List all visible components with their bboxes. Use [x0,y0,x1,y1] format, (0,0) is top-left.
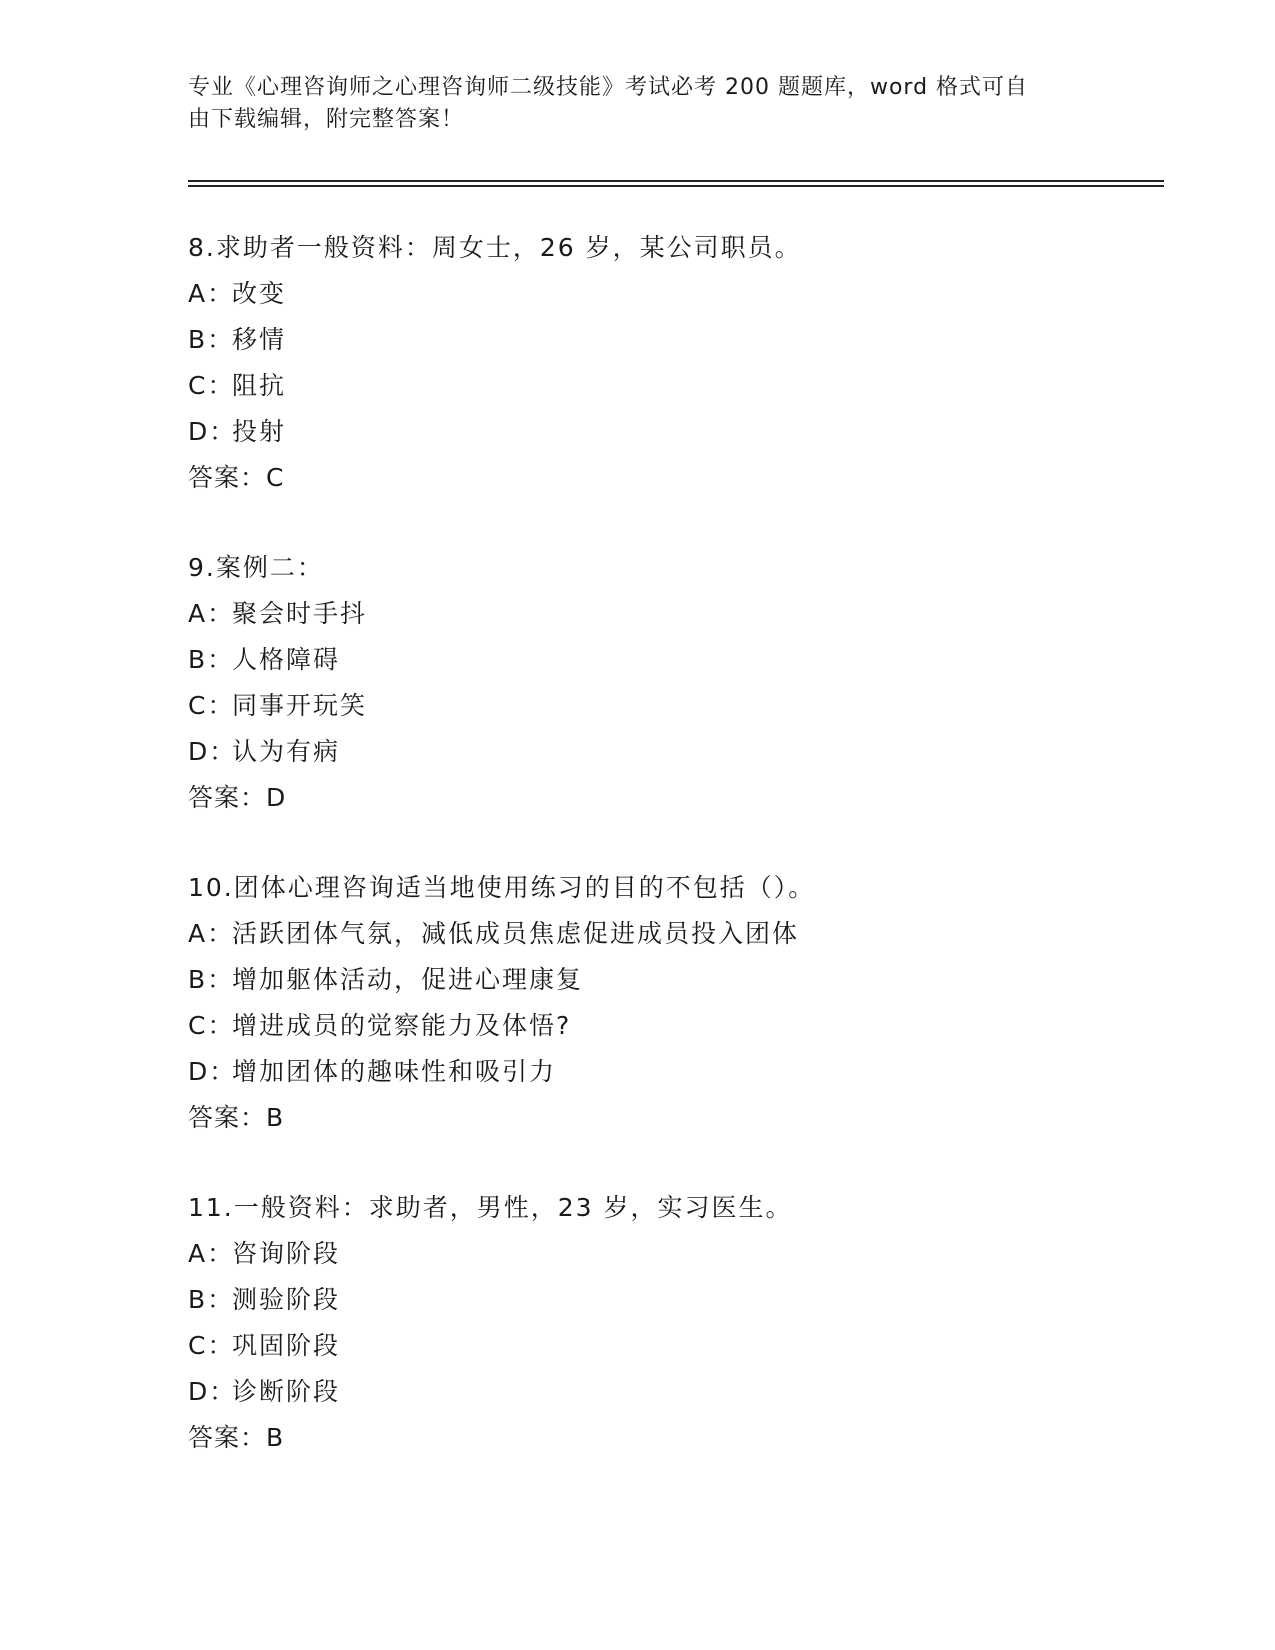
option-text: 活跃团体气氛，减低成员焦虑促进成员投入团体 [232,919,800,948]
option-d [188,1369,1148,1415]
option-text: 巩固阶段 [232,1331,341,1360]
question-item [188,545,1148,821]
option-c [188,1323,1148,1369]
option-text: 增加团体的趣味性和吸引力 [232,1057,557,1086]
question-item [188,865,1148,1141]
option-text: 投射 [232,417,287,446]
option-b [188,637,1148,683]
option-text: 诊断阶段 [232,1377,341,1406]
option-text: 认为有病 [232,737,341,766]
answer-line: 答案：B [188,1423,285,1452]
option-letter: B： [188,1285,235,1314]
option-letter: D： [188,737,237,766]
option-letter: A： [188,1239,235,1268]
option-letter: D： [188,417,237,446]
option-letter: A： [188,919,235,948]
option-letter: C： [188,1331,235,1360]
option-d [188,409,1148,455]
option-text: 阻抗 [232,371,287,400]
option-letter: B： [188,645,235,674]
option-letter: C： [188,691,235,720]
answer-line: 答案：B [188,1103,285,1132]
option-c [188,683,1148,729]
option-letter: B： [188,965,235,994]
option-b [188,957,1148,1003]
option-b [188,317,1148,363]
option-text: 咨询阶段 [232,1239,341,1268]
question-item [188,1185,1148,1461]
option-letter: D： [188,1057,237,1086]
option-a [188,911,1148,957]
option-text: 测验阶段 [232,1285,341,1314]
header-divider-top [188,180,1164,182]
option-letter: B： [188,325,235,354]
header-line-2: 由下载编辑，附完整答案！ [188,107,465,132]
option-d [188,729,1148,775]
option-text: 增进成员的觉察能力及体悟? [232,1011,572,1040]
option-letter: A： [188,279,235,308]
option-d [188,1049,1148,1095]
question-stem: 10.团体心理咨询适当地使用练习的目的不包括（）。 [188,873,816,902]
option-a [188,591,1148,637]
option-letter: C： [188,371,235,400]
question-stem: 11.一般资料：求助者，男性，23 岁，实习医生。 [188,1193,793,1222]
option-text: 增加躯体活动，促进心理康复 [232,965,584,994]
option-c [188,1003,1148,1049]
option-text: 同事开玩笑 [232,691,368,720]
option-b [188,1277,1148,1323]
header-line-1: 专业《心理咨询师之心理咨询师二级技能》考试必考 200 题题库，word 格式可自 [188,75,1029,100]
document-header [188,72,1088,136]
option-a [188,1231,1148,1277]
option-a [188,271,1148,317]
question-stem: 8.求助者一般资料：周女士，26 岁，某公司职员。 [188,233,802,262]
option-text: 移情 [232,325,287,354]
option-letter: A： [188,599,235,628]
question-stem: 9.案例二： [188,553,324,582]
option-text: 人格障碍 [232,645,341,674]
option-text: 聚会时手抖 [232,599,368,628]
answer-line: 答案：D [188,783,287,812]
option-text: 改变 [232,279,287,308]
question-item [188,225,1148,501]
option-c [188,363,1148,409]
option-letter: C： [188,1011,235,1040]
header-divider-bottom [188,185,1164,187]
option-letter: D： [188,1377,237,1406]
answer-line: 答案：C [188,463,285,492]
